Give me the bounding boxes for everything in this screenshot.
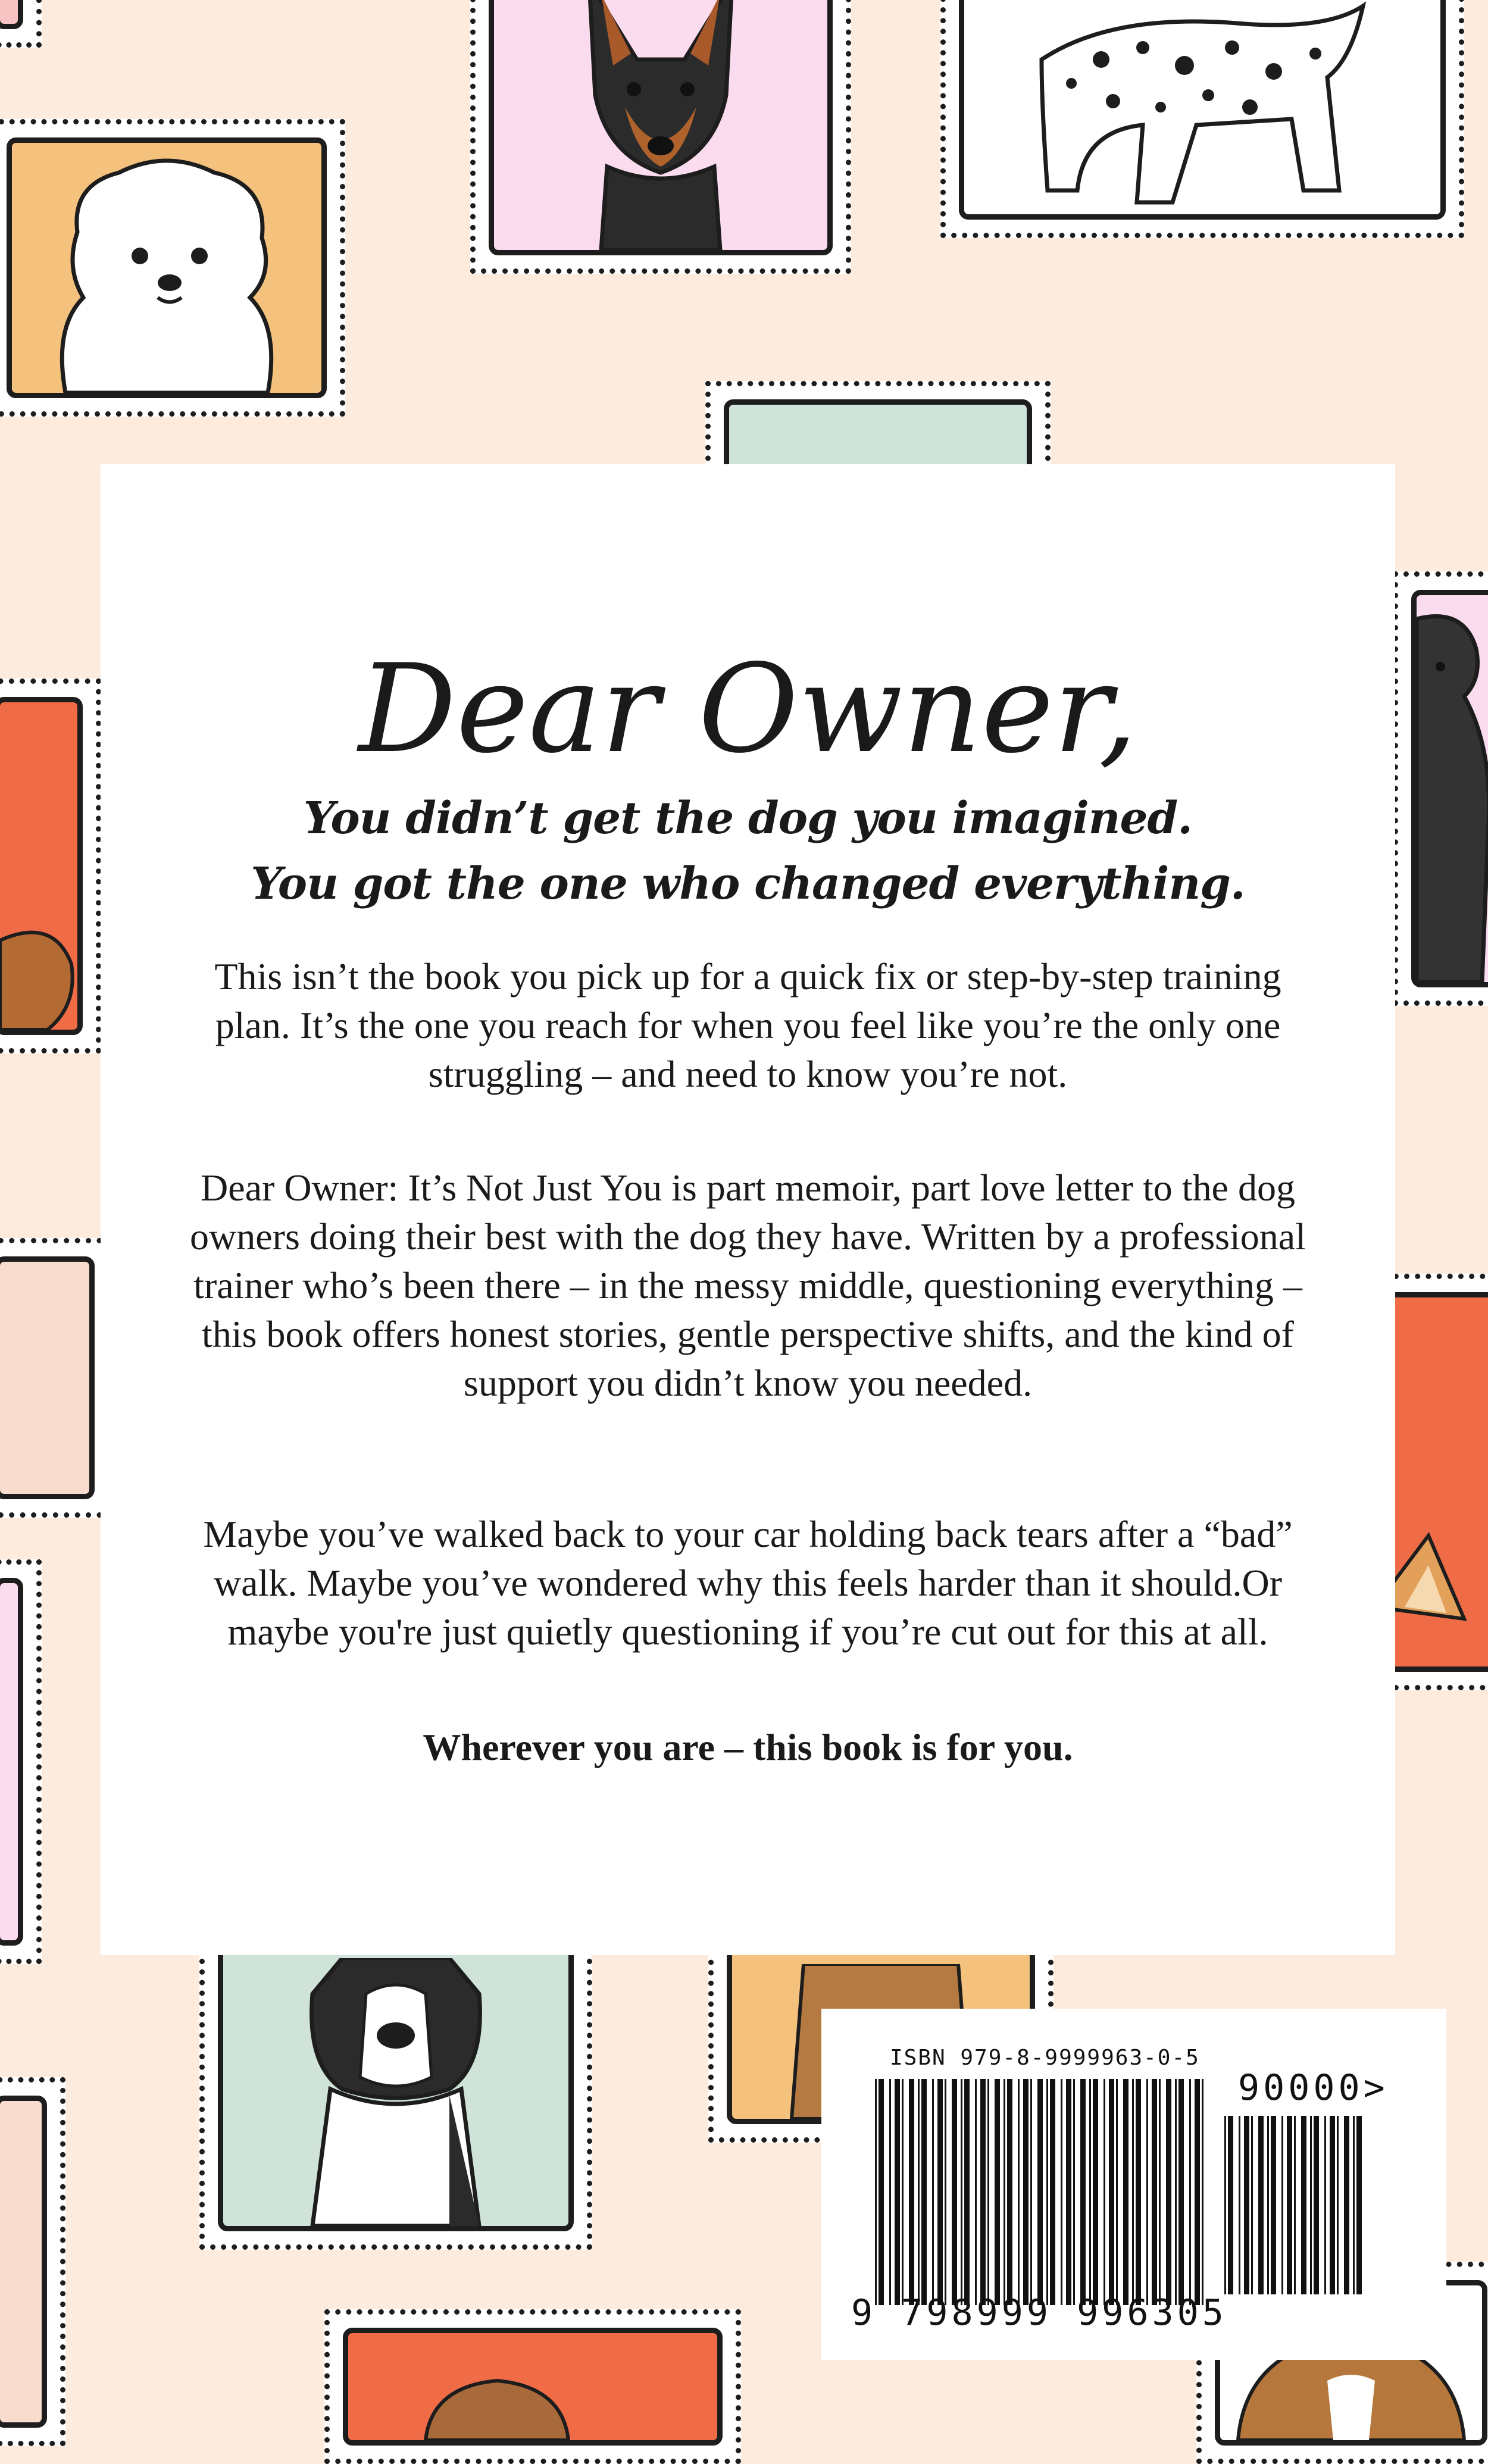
doberman-dog-stamp bbox=[470, 0, 851, 274]
barcode-bar bbox=[1189, 2079, 1191, 2305]
barcode-bar bbox=[1030, 2079, 1032, 2305]
barcode-bar bbox=[1202, 2079, 1203, 2305]
brown-dog-ear-illustration bbox=[0, 911, 83, 1030]
barcode-bars bbox=[875, 2079, 1208, 2305]
barcode-bar bbox=[1023, 2079, 1029, 2305]
barcode-bar bbox=[961, 2079, 962, 2305]
barcode-bar bbox=[952, 2079, 957, 2305]
barcode-bar bbox=[1080, 2079, 1086, 2305]
tagline-line: You didn’t get the dog you imagined. bbox=[303, 793, 1193, 844]
barcode-bar bbox=[1251, 2116, 1253, 2294]
barcode-bar bbox=[1195, 2079, 1200, 2305]
closing-line: Wherever you are – this book is for you. bbox=[423, 1726, 1073, 1768]
barcode-bar bbox=[1258, 2116, 1264, 2294]
peach-stamp-bottom-left bbox=[0, 2077, 65, 2446]
blurb-panel bbox=[101, 464, 1395, 1955]
barcode-bar bbox=[1123, 2079, 1128, 2305]
barcode-bar bbox=[1228, 2116, 1233, 2294]
barcode-bar bbox=[1166, 2079, 1171, 2305]
maltese-dog-illustration bbox=[30, 149, 304, 393]
barcode-bar bbox=[975, 2079, 977, 2305]
barcode-bar bbox=[1178, 2079, 1184, 2305]
newfoundland-dog-stamp bbox=[1393, 571, 1488, 1006]
barcode-bar bbox=[1271, 2116, 1276, 2294]
blurb-paragraph: Dear Owner: It’s Not Just You is part memoir, part love letter to the dog owners doing their best with the dog they have. Written by a professional trainer who’s been there – in the messy middle, questioning everything – this book offers honest stories, gentle perspective shifts, and the kind of support you didn’t know you needed. bbox=[190, 1167, 1306, 1404]
barcode-bar bbox=[1046, 2079, 1048, 2305]
boston-terrier-illustration bbox=[271, 1958, 521, 2226]
barcode-bar bbox=[1356, 2116, 1362, 2294]
blurb-paragraph: Maybe you’ve walked back to your car holding back tears after a “bad” walk. Maybe you’ve wondered why this feels harder than it should.Or maybe you're just quietly questioning if you’re cut out for this at all. bbox=[203, 1513, 1293, 1653]
barcode-bar bbox=[1301, 2116, 1306, 2294]
barcode-bar bbox=[987, 2079, 989, 2305]
dalmatian-dog-illustration bbox=[994, 0, 1411, 214]
barcode-bar bbox=[1146, 2079, 1148, 2305]
red-dog-stamp-bottom bbox=[324, 2309, 741, 2464]
stamp-corner-pink bbox=[0, 0, 42, 48]
barcode-bar bbox=[1353, 2116, 1355, 2294]
barcode-bar bbox=[889, 2079, 891, 2305]
barcode-bar bbox=[1104, 2079, 1105, 2305]
barcode-bar bbox=[902, 2079, 904, 2305]
barcode-bar bbox=[918, 2079, 920, 2305]
barcode-bar bbox=[921, 2079, 927, 2305]
barcode-bar bbox=[1004, 2079, 1005, 2305]
maltese-dog-stamp bbox=[0, 119, 345, 417]
barcode-bar bbox=[937, 2079, 943, 2305]
isbn-barcode bbox=[821, 2009, 1446, 2360]
barcode-bar bbox=[1007, 2079, 1012, 2305]
barcode-bar bbox=[909, 2079, 914, 2305]
barcode-bar bbox=[1310, 2116, 1312, 2294]
barcode-bar bbox=[879, 2079, 884, 2305]
boston-terrier-dog-stamp bbox=[199, 1916, 592, 2250]
barcode-bar bbox=[1066, 2079, 1071, 2305]
barcode-bar bbox=[1175, 2079, 1177, 2305]
barcode-bar bbox=[1330, 2116, 1335, 2294]
barcode-bar bbox=[1344, 2116, 1349, 2294]
barcode-bar bbox=[895, 2079, 900, 2305]
barcode-bar bbox=[1050, 2079, 1055, 2305]
barcode-bar bbox=[964, 2079, 970, 2305]
barcode-bar bbox=[1244, 2116, 1249, 2294]
barcode-bar bbox=[932, 2079, 934, 2305]
barcode-bar bbox=[1073, 2079, 1075, 2305]
barcode-bar bbox=[1093, 2079, 1098, 2305]
barcode-bar bbox=[980, 2079, 986, 2305]
page-title: Dear Owner, bbox=[358, 639, 1137, 780]
barcode-bar bbox=[1089, 2079, 1091, 2305]
isbn-label: ISBN 979-8-9999963-0-5 bbox=[890, 2046, 1200, 2070]
barcode-bar bbox=[875, 2079, 877, 2305]
barcode-bar bbox=[1224, 2116, 1226, 2294]
tagline-line: You got the one who changed everything. bbox=[251, 858, 1245, 909]
barcode-bar bbox=[1267, 2116, 1269, 2294]
red-stamp-left bbox=[0, 678, 101, 1053]
barcode-bar bbox=[1337, 2116, 1339, 2294]
black-dog-illustration bbox=[1417, 595, 1488, 982]
blurb-paragraph: This isn’t the book you pick up for a quick fix or step-by-step training plan. It’s the one you reach for when you feel like you’re the only one struggling – and need to know you’re not. bbox=[214, 955, 1281, 1095]
barcode-bar bbox=[1287, 2116, 1292, 2294]
peach-stamp-left bbox=[0, 1238, 113, 1518]
price-code: 90000> bbox=[1238, 2067, 1389, 2109]
barcode-bar bbox=[1037, 2079, 1043, 2305]
barcode-bar bbox=[1314, 2116, 1319, 2294]
barcode-bar bbox=[1136, 2079, 1141, 2305]
barcode-bar bbox=[1116, 2079, 1118, 2305]
barcode-bar bbox=[1132, 2079, 1134, 2305]
tagline bbox=[101, 786, 1395, 917]
barcode-bar bbox=[1281, 2116, 1283, 2294]
barcode-bar bbox=[1018, 2079, 1020, 2305]
price-barcode-bars bbox=[1224, 2116, 1367, 2294]
barcode-bar bbox=[1294, 2116, 1296, 2294]
pink-stamp-left bbox=[0, 1559, 42, 1964]
dalmatian-dog-stamp bbox=[940, 0, 1464, 238]
barcode-bar bbox=[1109, 2079, 1114, 2305]
barcode-bar bbox=[945, 2079, 946, 2305]
barcode-bar bbox=[995, 2079, 1000, 2305]
barcode-bar bbox=[1239, 2116, 1240, 2294]
barcode-bar bbox=[1152, 2079, 1157, 2305]
barcode-bar bbox=[1061, 2079, 1062, 2305]
barcode-bar bbox=[1324, 2116, 1326, 2294]
barcode-digits: 9 798999 996305 bbox=[851, 2292, 1227, 2334]
doberman-dog-illustration bbox=[536, 0, 786, 250]
yorkie-dog-illustration bbox=[408, 2369, 586, 2440]
barcode-bar bbox=[1159, 2079, 1161, 2305]
